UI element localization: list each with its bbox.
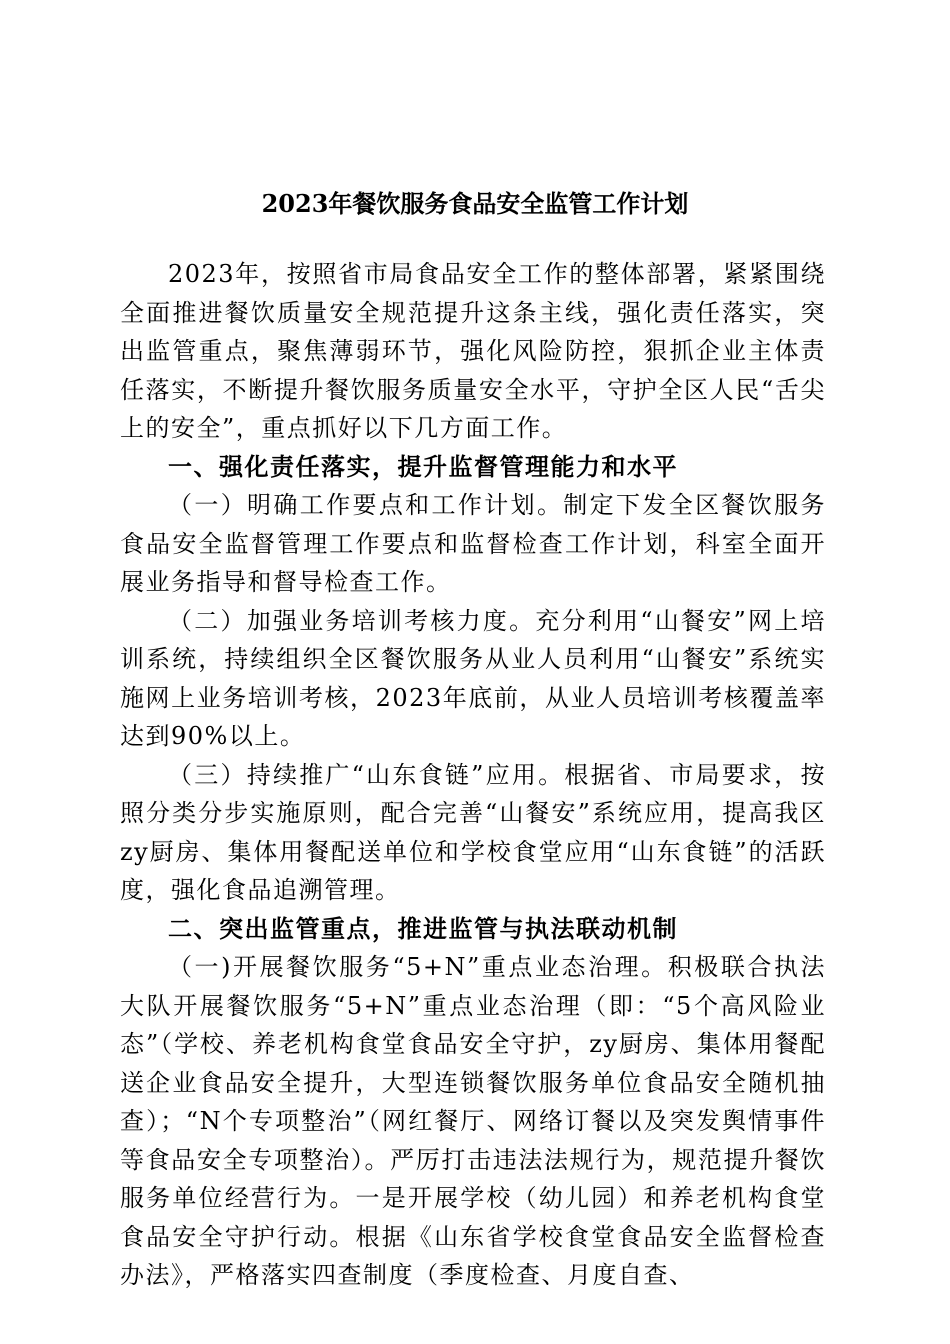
intro-paragraph: 2023年，按照省市局食品安全工作的整体部署，紧紧围绕全面推进餐饮质量安全规范提升这条主线，强化责任落实，突出监管重点，聚焦薄弱环节，强化风险防控，狠抓企业主体责任落实，不断提升餐饮服务质量安全水平，守护全区人民“舌尖上的安全”，重点抓好以下几方面工作。 bbox=[120, 260, 826, 442]
section-1-item-2: （二）加强业务培训考核力度。充分利用“山餐安”网上培训系统，持续组织全区餐饮服务从业人员利用“山餐安”系统实施网上业务培训考核，2023年底前，从业人员培训考核覆盖率达到90%以上。 bbox=[120, 606, 826, 750]
section-1-heading: 一、强化责任落实，提升监督管理能力和水平 bbox=[168, 451, 678, 481]
document-body bbox=[120, 255, 826, 1295]
section-1-item-3: （三）持续推广“山东食链”应用。根据省、市局要求，按照分类分步实施原则，配合完善“山餐安”系统应用，提高我区zy厨房、集体用餐配送单位和学校食堂应用“山东食链”的活跃度，强化食品追溯管理。 bbox=[120, 760, 826, 904]
section-2-heading: 二、突出监管重点，推进监管与执法联动机制 bbox=[168, 913, 678, 943]
section-1-item-1: （一）明确工作要点和工作计划。制定下发全区餐饮服务食品安全监督管理工作要点和监督检查工作计划，科室全面开展业务指导和督导检查工作。 bbox=[120, 491, 826, 596]
document-title: 2023年餐饮服务食品安全监管工作计划 bbox=[261, 189, 689, 218]
section-2-item-1: （一)开展餐饮服务“5+N”重点业态治理。积极联合执法大队开展餐饮服务“5+N”重点业态治理（即：“5个高风险业态”（学校、养老机构食堂食品安全守护，zy厨房、集体用餐配送企业食品安全提升，大型连锁餐饮服务单位食品安全随机抽查）；“N个专项整治”（网红餐厅、网络订餐以及突发舆情事件等食品安全专项整治）。严厉打击违法法规行为，规范提升餐饮服务单位经营行为。一是开展学校（幼儿园）和养老机构食堂食品安全守护行动。根据《山东省学校食堂食品安全监督检查办法》，严格落实四查制度（季度检查、月度自查、 bbox=[120, 953, 826, 1289]
